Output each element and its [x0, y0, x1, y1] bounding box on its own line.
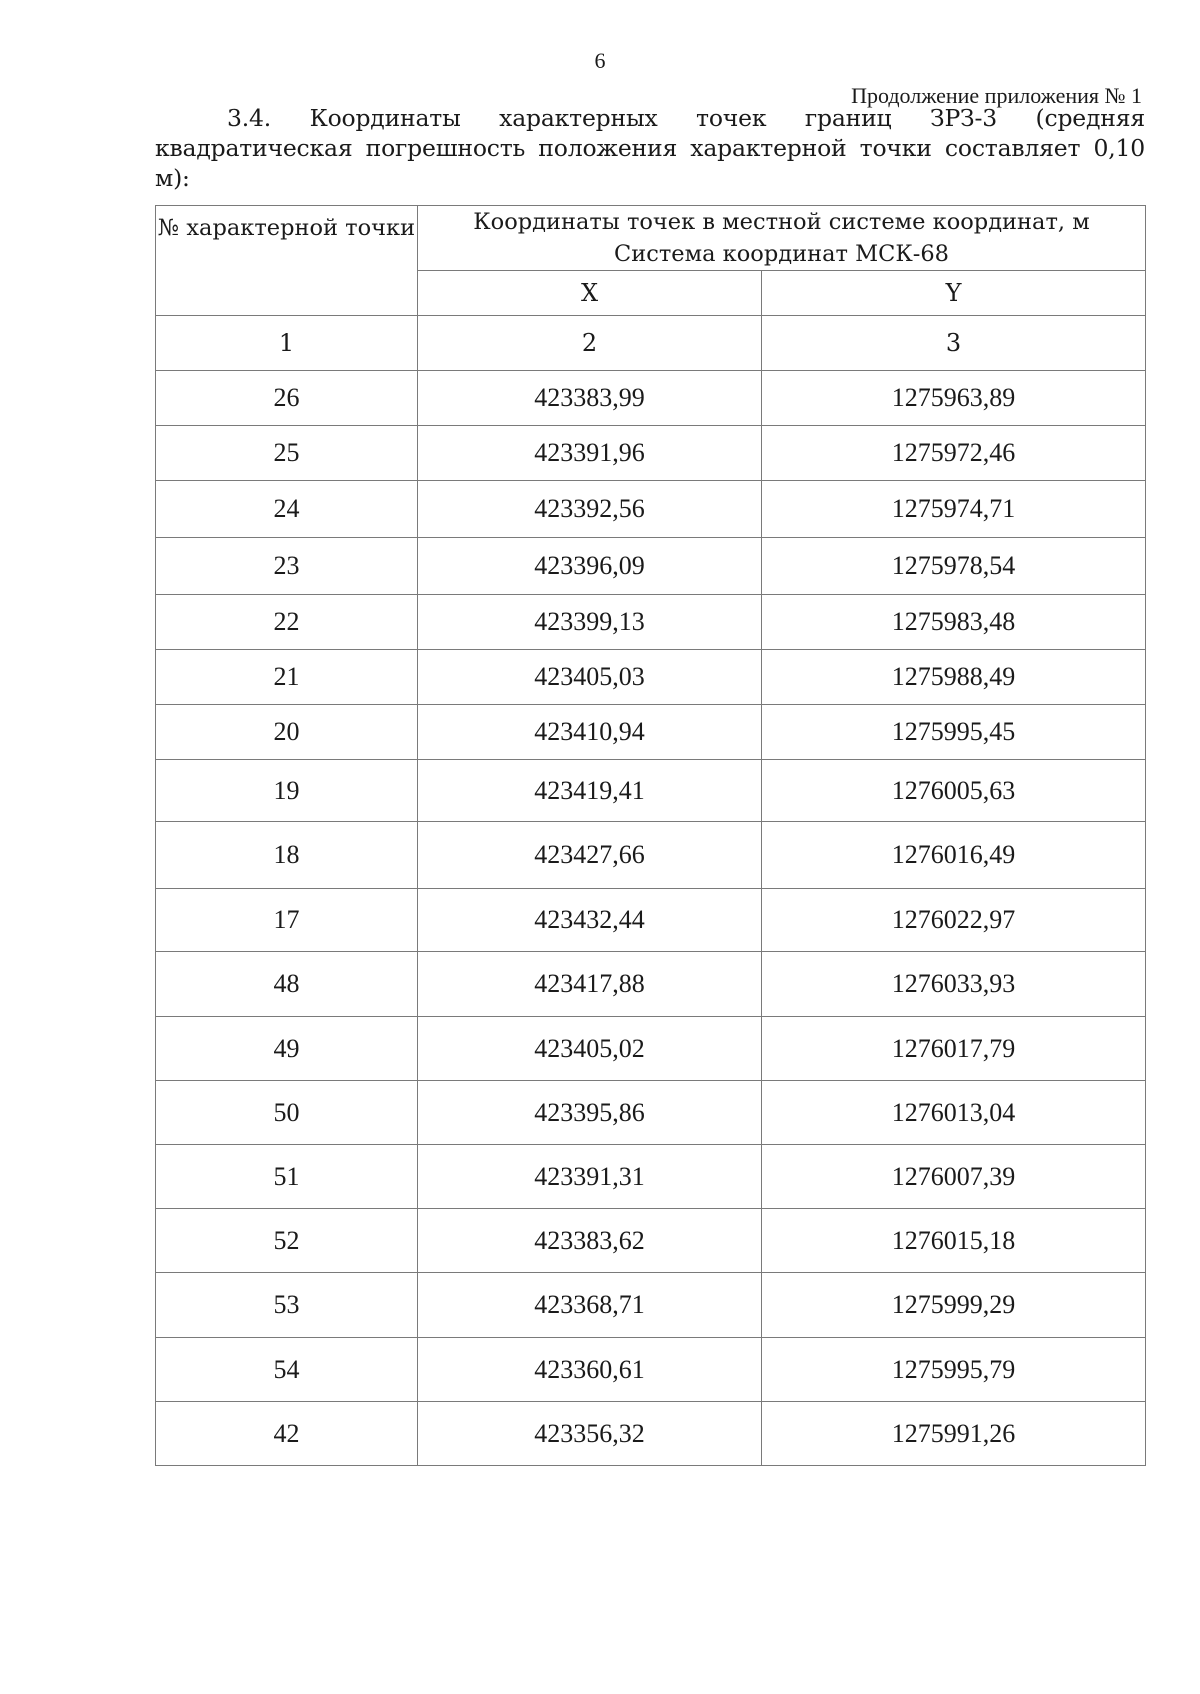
- header-y: Y: [762, 271, 1146, 316]
- y-coordinate-cell: 1275963,89: [762, 371, 1146, 426]
- y-coordinate-cell: 1276013,04: [762, 1081, 1146, 1145]
- table-row: [156, 426, 1146, 481]
- y-coordinate-cell: 1276007,39: [762, 1145, 1146, 1209]
- column-number: 1: [156, 316, 418, 371]
- table-header-row: [156, 206, 1146, 271]
- header-coordinates-line2: Система координат МСК-68: [614, 241, 949, 267]
- y-coordinate-cell: 1276015,18: [762, 1209, 1146, 1273]
- column-number: 3: [762, 316, 1146, 371]
- x-coordinate-cell: 423383,62: [418, 1209, 762, 1273]
- table-row: [156, 705, 1146, 760]
- point-number-cell: 23: [156, 538, 418, 595]
- x-coordinate-cell: 423360,61: [418, 1338, 762, 1402]
- y-coordinate-cell: 1275991,26: [762, 1402, 1146, 1466]
- section-heading: 3.4. Координаты характерных точек границ ЗРЗ-3 (средняя квадратическая погрешность положения характерной точки составляет 0,10 м):: [155, 104, 1145, 192]
- y-coordinate-cell: 1275974,71: [762, 481, 1146, 538]
- x-coordinate-cell: 423399,13: [418, 595, 762, 650]
- header-point-number: № характерной точки: [156, 206, 418, 316]
- x-coordinate-cell: 423395,86: [418, 1081, 762, 1145]
- y-coordinate-cell: 1275983,48: [762, 595, 1146, 650]
- point-number-cell: 53: [156, 1273, 418, 1338]
- table-row: [156, 760, 1146, 822]
- table-row: [156, 1081, 1146, 1145]
- y-coordinate-cell: 1275978,54: [762, 538, 1146, 595]
- y-coordinate-cell: 1276033,93: [762, 952, 1146, 1017]
- point-number-cell: 19: [156, 760, 418, 822]
- point-number-cell: 17: [156, 889, 418, 952]
- x-coordinate-cell: 423405,03: [418, 650, 762, 705]
- appendix-continuation-label: Продолжение приложения № 1: [851, 83, 1142, 108]
- point-number-cell: 21: [156, 650, 418, 705]
- header-x: X: [418, 271, 762, 316]
- y-coordinate-cell: 1275972,46: [762, 426, 1146, 481]
- point-number-cell: 25: [156, 426, 418, 481]
- table-row: [156, 1209, 1146, 1273]
- table-row: [156, 952, 1146, 1017]
- point-number-cell: 18: [156, 822, 418, 889]
- y-coordinate-cell: 1276005,63: [762, 760, 1146, 822]
- x-coordinate-cell: 423391,31: [418, 1145, 762, 1209]
- table-row: [156, 538, 1146, 595]
- coordinates-table: [155, 205, 1146, 1466]
- y-coordinate-cell: 1275995,45: [762, 705, 1146, 760]
- table-column-number-row: [156, 316, 1146, 371]
- y-coordinate-cell: 1276022,97: [762, 889, 1146, 952]
- header-coordinates: [418, 206, 1146, 271]
- x-coordinate-cell: 423392,56: [418, 481, 762, 538]
- table-row: [156, 1402, 1146, 1466]
- x-coordinate-cell: 423391,96: [418, 426, 762, 481]
- point-number-cell: 49: [156, 1017, 418, 1081]
- point-number-cell: 26: [156, 371, 418, 426]
- x-coordinate-cell: 423368,71: [418, 1273, 762, 1338]
- x-coordinate-cell: 423419,41: [418, 760, 762, 822]
- x-coordinate-cell: 423356,32: [418, 1402, 762, 1466]
- point-number-cell: 52: [156, 1209, 418, 1273]
- x-coordinate-cell: 423405,02: [418, 1017, 762, 1081]
- table-row: [156, 1273, 1146, 1338]
- x-coordinate-cell: 423417,88: [418, 952, 762, 1017]
- column-number: 2: [418, 316, 762, 371]
- table-row: [156, 822, 1146, 889]
- point-number-cell: 48: [156, 952, 418, 1017]
- y-coordinate-cell: 1275988,49: [762, 650, 1146, 705]
- table-row: [156, 481, 1146, 538]
- x-coordinate-cell: 423427,66: [418, 822, 762, 889]
- table-row: [156, 371, 1146, 426]
- y-coordinate-cell: 1275995,79: [762, 1338, 1146, 1402]
- x-coordinate-cell: 423410,94: [418, 705, 762, 760]
- table-row: [156, 889, 1146, 952]
- table-row: [156, 650, 1146, 705]
- x-coordinate-cell: 423383,99: [418, 371, 762, 426]
- table-row: [156, 1017, 1146, 1081]
- point-number-cell: 20: [156, 705, 418, 760]
- point-number-cell: 54: [156, 1338, 418, 1402]
- y-coordinate-cell: 1276017,79: [762, 1017, 1146, 1081]
- table-row: [156, 1145, 1146, 1209]
- point-number-cell: 22: [156, 595, 418, 650]
- x-coordinate-cell: 423396,09: [418, 538, 762, 595]
- y-coordinate-cell: 1275999,29: [762, 1273, 1146, 1338]
- point-number-cell: 50: [156, 1081, 418, 1145]
- y-coordinate-cell: 1276016,49: [762, 822, 1146, 889]
- page-number: 6: [594, 48, 606, 73]
- header-coordinates-line1: Координаты точек в местной системе координат, м: [473, 209, 1090, 235]
- point-number-cell: 42: [156, 1402, 418, 1466]
- x-coordinate-cell: 423432,44: [418, 889, 762, 952]
- point-number-cell: 24: [156, 481, 418, 538]
- point-number-cell: 51: [156, 1145, 418, 1209]
- table-row: [156, 1338, 1146, 1402]
- coordinates-table-body: [156, 206, 1146, 1466]
- table-row: [156, 595, 1146, 650]
